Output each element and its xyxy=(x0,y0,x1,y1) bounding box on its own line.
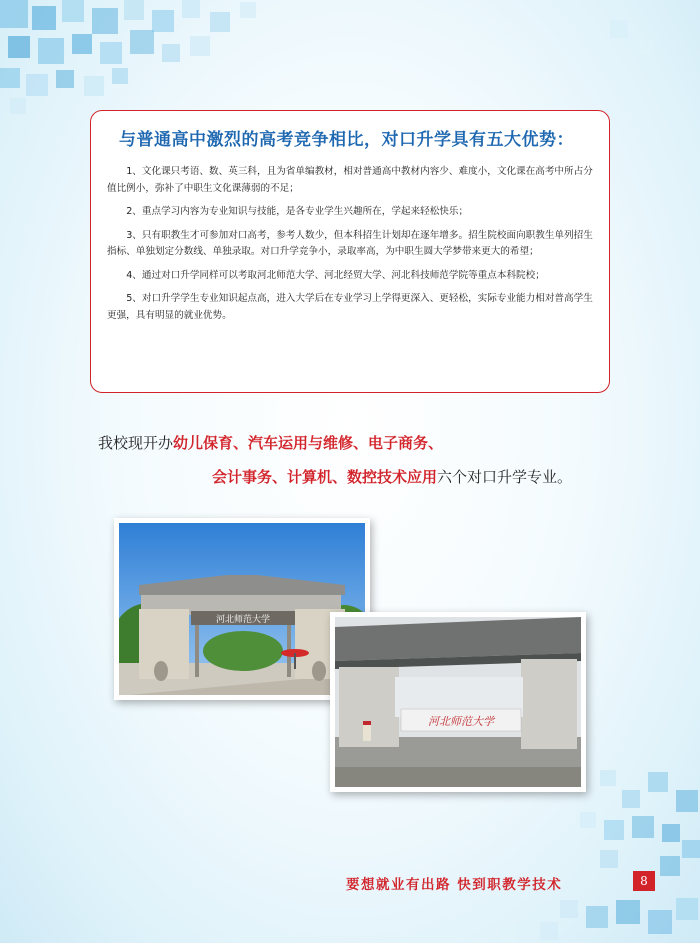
university-gate-photo-2 xyxy=(330,612,586,792)
advantage-item-4: 4、通过对口升学同样可以考取河北师范大学、河北经贸大学、河北科技师范学院等重点本科院校； xyxy=(126,269,545,281)
advantages-card xyxy=(90,110,610,393)
majors-intro-prefix: 我校现开办 xyxy=(98,434,174,452)
majors-intro-line-2 xyxy=(212,466,572,487)
advantage-item-5: 5、对口升学学生专业知识起点高，进入大学后在专业学习上学得更深入、更轻松，实际专业能力相对普高学生更强，具有明显的就业优势。 xyxy=(107,293,593,321)
page-number: 8 xyxy=(633,871,655,891)
majors-intro-line-1 xyxy=(98,432,443,453)
advantage-item-2: 2、重点学习内容为专业知识与技能，是各专业学生兴趣所在，学起来轻松快乐； xyxy=(126,206,469,217)
gate-sign-text-2: 河北师范大学 xyxy=(428,715,494,728)
advantage-item-1: 1、文化课只考语、数、英三科，且为省单编教材，相对普通高中教材内容少、难度小，文化课在高考中所占分值比例小，弥补了中职生文化课薄弱的不足； xyxy=(107,166,593,194)
gate-photo-2-image xyxy=(335,617,581,787)
advantage-item-3: 3、只有职教生才可参加对口高考，参考人数少，但本科招生计划却在逐年增多。招生院校面向职教生单列招生指标、单独划定分数线、单独录取。对口升学竞争小，录取率高，为中职生圆大学梦带来更大的希望； xyxy=(107,229,593,257)
majors-list-part-2: 会计事务、计算机、数控技术应用 xyxy=(212,468,438,486)
majors-list-part-1: 幼儿保育、汽车运用与维修、电子商务、 xyxy=(173,434,444,452)
gate-sign-text-1: 河北师范大学 xyxy=(215,615,271,625)
footer-slogan: 要想就业有出路 快到职教学技术 xyxy=(346,877,563,893)
majors-intro-suffix: 六个对口升学专业。 xyxy=(437,468,573,486)
gate-photo-1-image xyxy=(119,523,365,695)
advantages-title: 与普通高中激烈的高考竞争相比，对口升学具有五大优势： xyxy=(119,130,574,150)
